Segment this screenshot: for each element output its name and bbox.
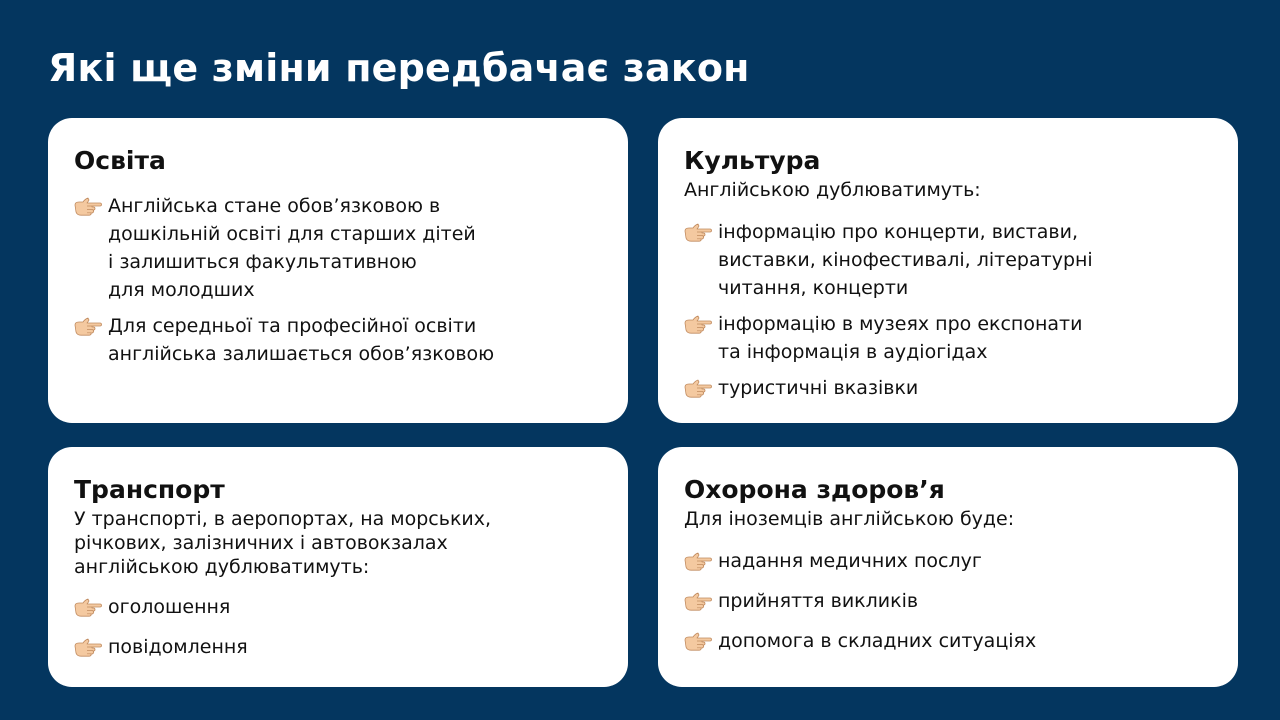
card-health	[658, 447, 1238, 687]
list-item-text: інформацію про концерти, вистави, виставки, кінофестивалі, літературні читання, концерти	[718, 221, 1093, 299]
bullet-list	[684, 218, 1212, 402]
list-item-text: допомога в складних ситуаціях	[718, 630, 1037, 652]
bullet-list	[684, 547, 1212, 655]
list-item-text: Англійська стане обов’язковою в дошкільній освіті для старших дітей і залишиться факультативною для молодших	[108, 195, 476, 301]
card-intro: Англійською дублюватимуть:	[684, 179, 981, 201]
list-item	[684, 218, 1212, 302]
list-item	[684, 547, 1212, 575]
list-item-text: повідомлення	[108, 636, 248, 658]
list-item	[684, 310, 1212, 366]
pointing-hand-icon	[684, 551, 712, 571]
list-item	[74, 192, 602, 304]
card-osvita	[48, 118, 628, 423]
list-item-text: туристичні вказівки	[718, 377, 919, 399]
card-title: Охорона здоров’я	[684, 475, 945, 504]
list-item-text: оголошення	[108, 596, 231, 618]
bullet-list	[74, 593, 602, 661]
list-item-text: надання медичних послуг	[718, 550, 982, 572]
card-title: Культура	[684, 146, 821, 175]
card-intro: У транспорті, в аеропортах, на морських, річкових, залізничних і автовокзалах англійською дублюватимуть:	[74, 508, 492, 578]
list-item	[74, 312, 602, 368]
pointing-hand-icon	[74, 316, 102, 336]
card-transport	[48, 447, 628, 687]
pointing-hand-icon	[74, 637, 102, 657]
pointing-hand-icon	[684, 631, 712, 651]
card-intro: Для іноземців англійською буде:	[684, 508, 1015, 530]
list-item	[684, 374, 1212, 402]
list-item	[684, 587, 1212, 615]
pointing-hand-icon	[684, 591, 712, 611]
list-item-text: Для середньої та професійної освіти англійська залишається обов’язковою	[108, 315, 495, 365]
pointing-hand-icon	[74, 196, 102, 216]
list-item-text: прийняття викликів	[718, 590, 919, 612]
list-item	[74, 633, 602, 661]
card-kultura	[658, 118, 1238, 423]
card-title: Транспорт	[74, 475, 225, 504]
pointing-hand-icon	[684, 222, 712, 242]
list-item	[74, 593, 602, 621]
card-title: Освіта	[74, 146, 166, 175]
bullet-list	[74, 192, 602, 368]
page-title: Які ще зміни передбачає закон	[48, 46, 750, 90]
pointing-hand-icon	[684, 378, 712, 398]
list-item	[684, 627, 1212, 655]
list-item-text: інформацію в музеях про експонати та інформація в аудіогідах	[718, 313, 1083, 363]
pointing-hand-icon	[684, 314, 712, 334]
pointing-hand-icon	[74, 597, 102, 617]
